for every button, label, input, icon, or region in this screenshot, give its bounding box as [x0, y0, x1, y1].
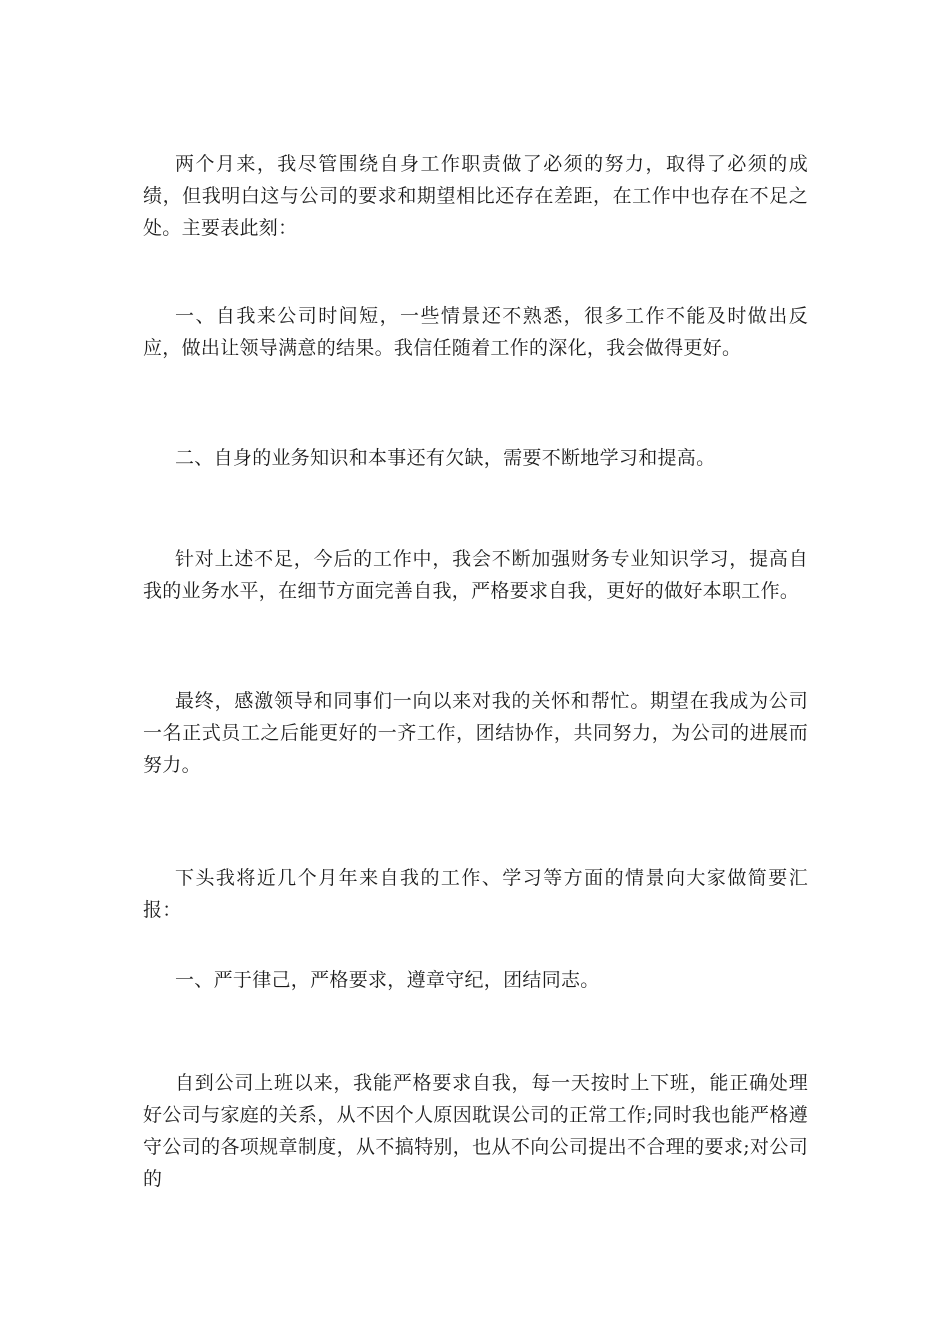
paragraph-discipline-detail: 自到公司上班以来，我能严格要求自我，每一天按时上下班，能正确处理好公司与家庭的关系，从不因个人原因耽误公司的正常工作;同时我也能严格遵守公司的各项规章制度，从不搞特别，也从不向公司提出不合理的要求;对公司的 — [143, 1072, 808, 1190]
paragraph-shortcoming-1: 一、自我来公司时间短，一些情景还不熟悉，很多工作不能及时做出反应，做出让领导满意的结果。我信任随着工作的深化，我会做得更好。 — [143, 305, 808, 359]
paragraph-section-heading-1: 一、严于律己，严格要求，遵章守纪，团结同志。 — [175, 969, 600, 991]
paragraph-report-intro: 下头我将近几个月年来自我的工作、学习等方面的情景向大家做简要汇报： — [143, 867, 808, 921]
paragraph-summary-intro: 两个月来，我尽管围绕自身工作职责做了必须的努力，取得了必须的成绩，但我明白这与公司的要求和期望相比还存在差距，在工作中也存在不足之处。主要表此刻： — [143, 153, 808, 239]
paragraph-thanks: 最终，感激领导和同事们一向以来对我的关怀和帮忙。期望在我成为公司一名正式员工之后能更好的一齐工作，团结协作，共同努力，为公司的进展而努力。 — [143, 690, 808, 776]
paragraph-shortcoming-2: 二、自身的业务知识和本事还有欠缺，需要不断地学习和提高。 — [175, 447, 716, 469]
paragraph-improvement-plan: 针对上述不足，今后的工作中，我会不断加强财务专业知识学习，提高自我的业务水平，在细节方面完善自我，严格要求自我，更好的做好本职工作。 — [143, 548, 808, 602]
